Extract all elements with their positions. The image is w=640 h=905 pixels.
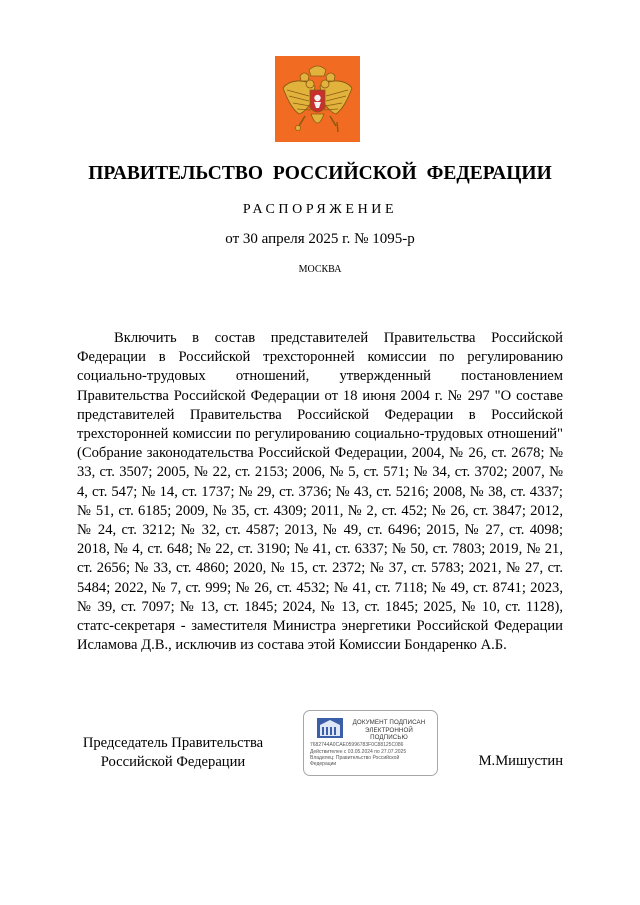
government-building-icon	[316, 717, 344, 739]
signer-name: М.Мишустин	[478, 753, 563, 769]
document-type: РАСПОРЯЖЕНИЕ	[242, 202, 398, 217]
esign-heading-line2: ЭЛЕКТРОННОЙ ПОДПИСЬЮ	[365, 726, 413, 742]
document-date-number: от 30 апреля 2025 г. № 1095-р	[225, 231, 415, 247]
esign-validity: Действителен с 03.05.2024 по 27.07.2025	[310, 749, 407, 755]
government-title: ПРАВИТЕЛЬСТВО РОССИЙСКОЙ ФЕДЕРАЦИИ	[88, 163, 552, 184]
electronic-signature-stamp	[303, 710, 438, 776]
esign-heading-line1: ДОКУМЕНТ ПОДПИСАН	[352, 719, 426, 726]
order-paragraph: Включить в состав представителей Правительства Российской Федерации в Российской трехсторонней комиссии по регулированию социально-трудовых отношений, утвержденный постановлением Правительства Российской Федерации от 18 июня 2004 г. № 297 "О составе представителей Правительства Российской Федерации в Российской трехсторонней комиссии по регулированию социально-трудовых отношений" (Собрание законодательства Российской Федерации, 2004, № 26, ст. 2678; № 33, ст. 3507; 2005, № 22, ст. 2153; 2006, № 5, ст. 571; № 34, ст. 3702; 2007, № 4, ст. 547; № 14, ст. 1737; № 29, ст. 3736; № 43, ст. 5216; 2008, № 38, ст. 4337; № 51, ст. 6185; 2009, № 35, ст. 4309; 2011, № 2, ст. 452; № 26, ст. 3847; 2012, № 24, ст. 3212; № 32, ст. 4587; 2013, № 49, ст. 6496; 2015, № 27, ст. 4098; 2018, № 4, ст. 648; № 22, ст. 3190; № 41, ст. 6337; № 50, ст. 7803; 2019, № 21, ст. 2656; № 33, ст. 4860; 2020, № 15, ст. 2372; № 37, ст. 5783; 2021, № 27, ст. 5484; 2022, № 7, ст. 999; № 26, ст. 4532; № 41, ст. 7118; № 49, ст. 8741; 2023, № 39, ст. 7097; № 13, ст. 1845; 2024, № 13, ст. 1845; 2025, № 10, ст. 1128), статс-секретаря - заместителя Министра энергетики Российской Федерации Исламова Д.В., исключив из состава этой Комиссии Бондаренко А.Б.	[77, 330, 563, 654]
esign-owner-line1: Владелец: Правительство Российской	[310, 755, 400, 761]
esign-heading	[346, 719, 432, 742]
signer-position-line1: Председатель Правительства	[82, 735, 264, 751]
coat-of-arms-emblem	[275, 56, 360, 142]
issuing-city: МОСКВА	[298, 264, 342, 275]
esign-certificate: 7682744A0CAE05996783F0C88125C086	[310, 742, 404, 748]
russian-coat-of-arms-icon	[275, 56, 360, 142]
esign-owner-line2: Федерации	[310, 761, 337, 767]
signer-position	[60, 734, 286, 772]
signer-position-line2: Российской Федерации	[100, 754, 246, 770]
